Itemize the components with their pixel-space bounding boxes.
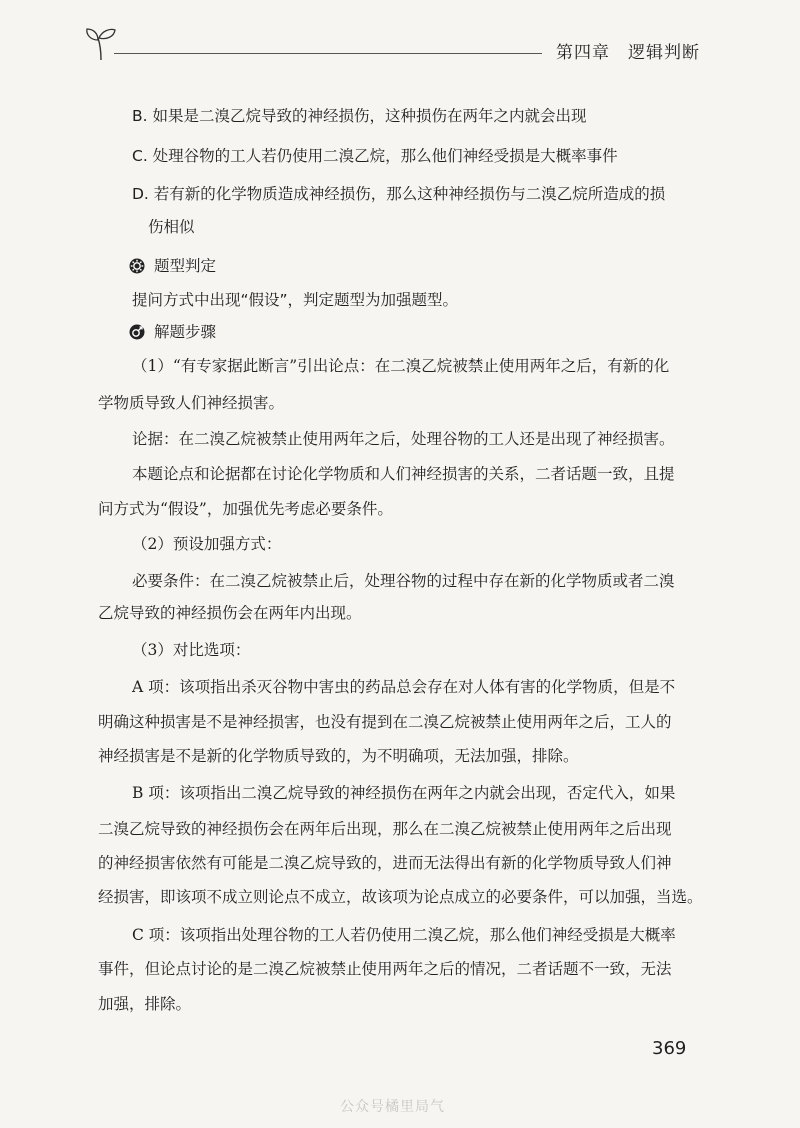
step-line: （3）对比选项： [132,641,251,659]
step-line: 必要条件：在二溴乙烷被禁止后，处理谷物的过程中存在新的化学物质或者二溴 [132,572,675,590]
step-line: 神经损害是不是新的化学物质导致的，为不明确项，无法加强，排除。 [98,747,579,765]
chapter-number: 第四章 [556,43,610,63]
page-number: 369 [652,1038,687,1059]
step-line: 经损害，即该项不成立则论点不成立，故该项为论点成立的必要条件，可以加强，当选。 [98,888,703,906]
chapter-title: 逻辑判断 [628,43,700,63]
sprout-icon [84,26,118,62]
step-line: 二溴乙烷导致的神经损伤会在两年后出现，那么在二溴乙烷被禁止使用两年之后出现 [98,820,672,838]
step-line: B 项：该项指出二溴乙烷导致的神经损伤在两年之内就会出现，否定代入，如果 [132,784,676,802]
step-line: 乙烷导致的神经损伤会在两年内出现。 [98,604,362,622]
step-line: 问方式为“假设”，加强优先考虑必要条件。 [98,500,393,518]
option-d: D. 若有新的化学物质造成神经损伤，那么这种神经损伤与二溴乙烷所造成的损 [132,185,666,203]
section-heading-type: 题型判定 [154,257,217,275]
gear-icon [129,258,145,274]
step-line: 本题论点和论据都在讨论化学物质和人们神经损害的关系，二者话题一致，且提 [132,465,675,483]
step-line: （1）“有专家据此断言”引出论点：在二溴乙烷被禁止使用两年之后，有新的化 [132,357,670,375]
step-line: 明确这种损害是不是神经损害，也没有提到在二溴乙烷被禁止使用两年之后，工人的 [98,713,672,731]
step-line: （2）预设加强方式： [132,535,282,553]
watermark: 公众号橘里局气 [340,1099,445,1115]
option-c: C. 处理谷物的工人若仍使用二溴乙烷，那么他们神经受损是大概率事件 [132,147,618,165]
target-icon [129,324,145,340]
page-header [0,0,800,80]
step-line: C 项：该项指出处理谷物的工人若仍使用二溴乙烷，那么他们神经受损是大概率 [132,926,676,944]
option-b: B. 如果是二溴乙烷导致的神经损伤，这种损伤在两年之内就会出现 [132,107,587,125]
option-d-continuation: 伤相似 [148,218,195,236]
section-type-text: 提问方式中出现“假设”，判定题型为加强题型。 [132,291,459,309]
step-line: 事件，但论点讨论的是二溴乙烷被禁止使用两年之后的情况，二者话题不一致，无法 [98,960,672,978]
step-line: 学物质导致人们神经损害。 [98,394,285,412]
step-line: A 项：该项指出杀灭谷物中害虫的药品总会存在对人体有害的化学物质，但是不 [132,678,676,696]
step-line: 的神经损害依然有可能是二溴乙烷导致的，进而无法得出有新的化学物质导致人们神 [98,854,672,872]
section-heading-steps: 解题步骤 [154,323,217,341]
header-rule [114,53,542,54]
step-line: 加强，排除。 [98,995,192,1013]
step-line: 论据：在二溴乙烷被禁止使用两年之后，处理谷物的工人还是出现了神经损害。 [132,430,675,448]
